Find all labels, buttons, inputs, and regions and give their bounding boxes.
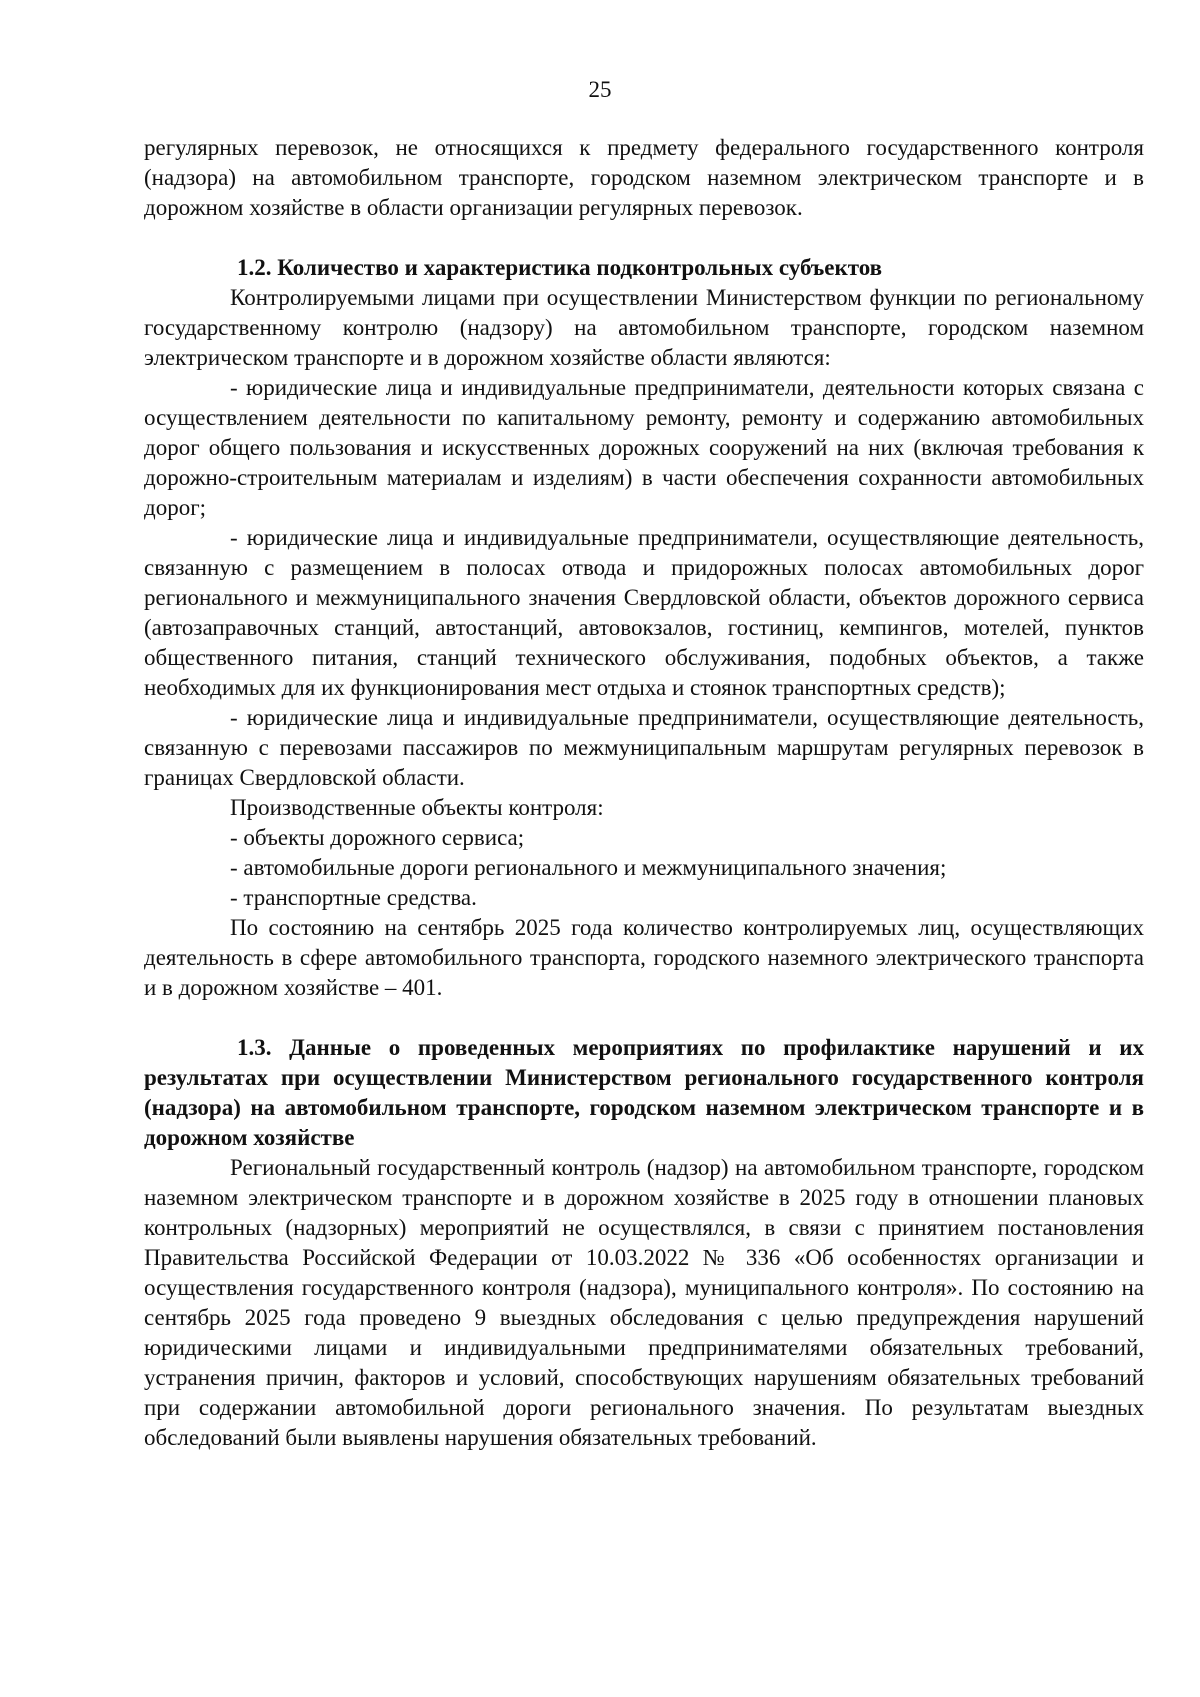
list-item-road-service: - юридические лица и индивидуальные предприниматели, осуществляющие деятельность, связанную с размещением в полосах отвода и придорожных полосах автомобильных дорог регионального и межмуниципального значения Свердловской области, объектов дорожного сервиса (автозаправочных станций, автостанций, автовокзалов, гостиниц, кемпингов, мотелей, пунктов общественного питания, станций технического обслуживания, подобных объектов, а также необходимых для их функционирования мест отдыха и стоянок транспортных средств); (144, 525, 1144, 700)
paragraph-controlled-persons: Контролируемыми лицами при осуществлении Министерством функции по региональному государственному контролю (надзору) на автомобильном транспорте, городском наземном электрическом транспорте и в дорожном хозяйстве области являются: (144, 285, 1144, 370)
list-item-roads: - автомобильные дороги регионального и межмуниципального значения; (230, 855, 947, 880)
list-item-road-repair: - юридические лица и индивидуальные предприниматели, деятельности которых связана с осуществлением деятельности по капитальному ремонту, ремонту и содержанию автомобильных дорог общего пользования и искусственных дорожных сооружений на них (включая требования к дорожно-строительным материалам и изделиям) в части обеспечения сохранности автомобильных дорог; (144, 375, 1144, 520)
blank-line (144, 223, 1144, 253)
list-item-vehicles: - транспортные средства. (230, 885, 477, 910)
section-heading-1-3: 1.3. Данные о проведенных мероприятиях по профилактике нарушений и их результатах при осуществлении Министерством регионального государственного контроля (надзора) на автомобильном транспорте, городском наземном электрическом транспорте и в дорожном хозяйстве (144, 1035, 1144, 1150)
page-number: 25 (588, 77, 612, 102)
paragraph-count: По состоянию на сентябрь 2025 года количество контролируемых лиц, осуществляющих деятельность в сфере автомобильного транспорта, городского наземного электрического транспорта и в дорожном хозяйстве – 401. (144, 915, 1144, 1000)
list-item-road-service-objects: - объекты дорожного сервиса; (230, 825, 525, 850)
paragraph-control-objects: Производственные объекты контроля: (230, 795, 604, 820)
paragraph-continuation: регулярных перевозок, не относящихся к предмету федерального государственного контроля (надзора) на автомобильном транспорте, городском наземном электрическом транспорте и в дорожном хозяйстве в области организации регулярных перевозок. (144, 135, 1144, 220)
blank-line (144, 1003, 1144, 1033)
list-item-passenger-transport: - юридические лица и индивидуальные предприниматели, осуществляющие деятельность, связанную с перевозами пассажиров по межмуниципальным маршрутам регулярных перевозок в границах Свердловской области. (144, 705, 1144, 790)
paragraph-inspections: Региональный государственный контроль (надзор) на автомобильном транспорте, городском наземном электрическом транспорте и в дорожном хозяйстве в 2025 году в отношении плановых контрольных (надзорных) мероприятий не осуществлялся, в связи с принятием постановления Правительства Российской Федерации от 10.03.2022 № 336 «Об особенностях организации и осуществления государственного контроля (надзора), муниципального контроля». По состоянию на сентябрь 2025 года проведено 9 выездных обследования с целью предупреждения нарушений юридическими лицами и индивидуальными предпринимателями обязательных требований, устранения причин, факторов и условий, способствующих нарушениям обязательных требований при содержании автомобильной дороги регионального значения. По результатам выездных обследований были выявлены нарушения обязательных требований. (144, 1155, 1144, 1450)
section-heading-1-2: 1.2. Количество и характеристика подконтрольных субъектов (237, 255, 883, 280)
document-body (144, 133, 1144, 1453)
